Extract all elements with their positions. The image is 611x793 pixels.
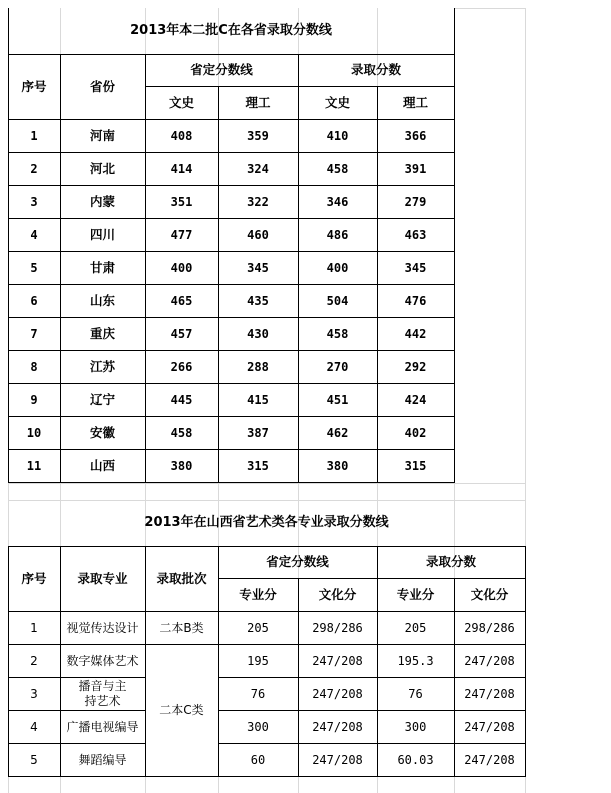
row-admit-culture: 247/208	[464, 752, 515, 767]
row-cutoff-wenshi: 465	[170, 293, 193, 308]
row-cutoff-ligong: 359	[247, 128, 269, 143]
header-cutoff-ligong: 理工	[245, 94, 271, 110]
row-admit-ligong: 345	[404, 260, 427, 275]
batch-c-cell: 二本C类	[159, 703, 204, 717]
row-cutoff-wenshi: 458	[170, 425, 193, 440]
header-admit-group: 录取分数	[425, 554, 476, 569]
border-h	[8, 482, 455, 483]
header-cutoff-group: 省定分数线	[266, 554, 329, 569]
header-admit-major: 专业分	[396, 586, 435, 602]
row-admit-culture: 247/208	[464, 719, 515, 734]
row-province: 重庆	[89, 325, 115, 341]
row-admit-wenshi: 458	[326, 326, 349, 341]
row-admit-wenshi: 486	[326, 227, 349, 242]
row-province: 河北	[89, 160, 115, 176]
row-cutoff-wenshi: 414	[170, 161, 193, 176]
row-no: 4	[30, 227, 38, 242]
row-admit-major: 195.3	[397, 653, 434, 668]
row-province: 辽宁	[89, 391, 115, 407]
row-no: 3	[30, 194, 38, 209]
row-cutoff-ligong: 324	[247, 161, 269, 176]
row-admit-major: 76	[408, 686, 423, 701]
row-province: 安徽	[89, 424, 115, 440]
row-admit-ligong: 402	[404, 425, 427, 440]
row-cutoff-ligong: 387	[247, 425, 269, 440]
row-no: 1	[30, 128, 38, 143]
row-admit-wenshi: 458	[326, 161, 349, 176]
header-admit-wenshi: 文史	[324, 94, 350, 110]
row-no: 11	[26, 458, 42, 473]
row-cutoff-ligong: 435	[247, 293, 269, 308]
row-major: 数字媒体艺术	[66, 653, 139, 668]
table2-title: 2013年在山西省艺术类各专业录取分数线	[144, 515, 389, 530]
row-no: 8	[30, 359, 38, 374]
header-no: 序号	[21, 78, 47, 94]
header-admit-ligong: 理工	[402, 94, 428, 110]
row-no: 5	[30, 260, 38, 275]
row-admit-wenshi: 346	[326, 194, 349, 209]
row-no: 7	[30, 326, 38, 341]
row-admit-ligong: 476	[404, 293, 427, 308]
row-major: 视觉传达设计	[66, 620, 139, 635]
row-cutoff-ligong: 322	[247, 194, 269, 209]
row-cutoff-wenshi: 351	[170, 194, 193, 209]
row-cutoff-wenshi: 408	[170, 128, 193, 143]
row-admit-ligong: 315	[404, 458, 427, 473]
row-admit-ligong: 366	[404, 128, 427, 143]
row-admit-culture: 298/286	[464, 620, 515, 635]
row-major: 舞蹈编导	[78, 752, 127, 767]
table1-title: 2013年本二批C在各省录取分数线	[130, 23, 332, 38]
row-province: 内蒙	[89, 193, 115, 209]
border-h	[8, 776, 526, 777]
row-admit-culture: 247/208	[464, 653, 515, 668]
row-admit-wenshi: 380	[326, 458, 349, 473]
row-admit-ligong: 463	[404, 227, 427, 242]
row-cutoff-ligong: 288	[247, 359, 269, 374]
row-province: 江苏	[89, 358, 115, 374]
row-cutoff-wenshi: 266	[170, 359, 193, 374]
header-cutoff-group: 省定分数线	[190, 62, 253, 77]
row-cutoff-wenshi: 457	[170, 326, 193, 341]
row-admit-major: 205	[404, 620, 427, 635]
row-no: 6	[30, 293, 38, 308]
row-admit-wenshi: 400	[326, 260, 349, 275]
gridline-h	[454, 8, 525, 9]
row-province: 山西	[89, 457, 115, 473]
row-no: 2	[30, 161, 38, 176]
row-admit-ligong: 292	[404, 359, 427, 374]
header-province: 省份	[89, 78, 115, 94]
row-cutoff-ligong: 415	[247, 392, 269, 407]
header-cutoff-wenshi: 文史	[168, 94, 194, 110]
row-cutoff-major: 76	[250, 686, 266, 701]
row-province: 四川	[89, 226, 115, 242]
row-no: 4	[30, 719, 38, 734]
batch-b-cell: 二本B类	[159, 620, 204, 635]
row-admit-wenshi: 462	[326, 425, 349, 440]
row-province: 河南	[89, 127, 115, 143]
row-cutoff-major: 195	[247, 653, 269, 668]
row-cutoff-wenshi: 477	[170, 227, 193, 242]
row-cutoff-culture: 247/208	[312, 752, 363, 767]
row-no: 9	[30, 392, 38, 407]
row-cutoff-culture: 247/208	[312, 686, 363, 701]
row-cutoff-culture: 247/208	[312, 719, 363, 734]
header-admit-culture: 文化分	[470, 586, 509, 602]
row-admit-ligong: 442	[404, 326, 427, 341]
row-no: 3	[30, 686, 38, 701]
border-v	[454, 8, 455, 483]
row-province: 甘肃	[89, 259, 115, 275]
row-no: 1	[30, 620, 38, 635]
row-major: 广播电视编导	[66, 719, 139, 734]
header-major: 录取专业	[77, 570, 128, 586]
row-cutoff-major: 205	[247, 620, 269, 635]
row-admit-ligong: 279	[404, 194, 427, 209]
row-cutoff-ligong: 430	[247, 326, 269, 341]
row-cutoff-ligong: 460	[247, 227, 269, 242]
row-cutoff-wenshi: 380	[170, 458, 193, 473]
row-cutoff-ligong: 345	[247, 260, 269, 275]
gridline-h	[8, 483, 525, 484]
row-cutoff-culture: 247/208	[312, 653, 363, 668]
row-major: 播音与主持艺术	[78, 678, 127, 708]
row-admit-major: 300	[404, 719, 427, 734]
row-cutoff-wenshi: 445	[170, 392, 193, 407]
row-admit-wenshi: 451	[326, 392, 349, 407]
row-cutoff-ligong: 315	[247, 458, 269, 473]
row-cutoff-culture: 298/286	[312, 620, 363, 635]
row-cutoff-major: 60	[250, 752, 266, 767]
header-batch: 录取批次	[156, 570, 207, 586]
row-admit-wenshi: 504	[326, 293, 349, 308]
row-cutoff-wenshi: 400	[170, 260, 193, 275]
header-no: 序号	[21, 570, 47, 586]
header-cutoff-culture: 文化分	[318, 586, 357, 602]
border-v	[525, 546, 526, 777]
row-admit-ligong: 391	[404, 161, 427, 176]
row-admit-wenshi: 410	[326, 128, 349, 143]
row-no: 2	[30, 653, 38, 668]
row-no: 5	[30, 752, 38, 767]
header-cutoff-major: 专业分	[239, 586, 277, 602]
row-admit-wenshi: 270	[326, 359, 349, 374]
row-admit-ligong: 424	[404, 392, 427, 407]
row-admit-culture: 247/208	[464, 686, 515, 701]
row-cutoff-major: 300	[247, 719, 269, 734]
row-no: 10	[26, 425, 42, 440]
row-province: 山东	[89, 292, 115, 308]
row-admit-major: 60.03	[397, 752, 434, 767]
header-admit-group: 录取分数	[350, 62, 401, 77]
